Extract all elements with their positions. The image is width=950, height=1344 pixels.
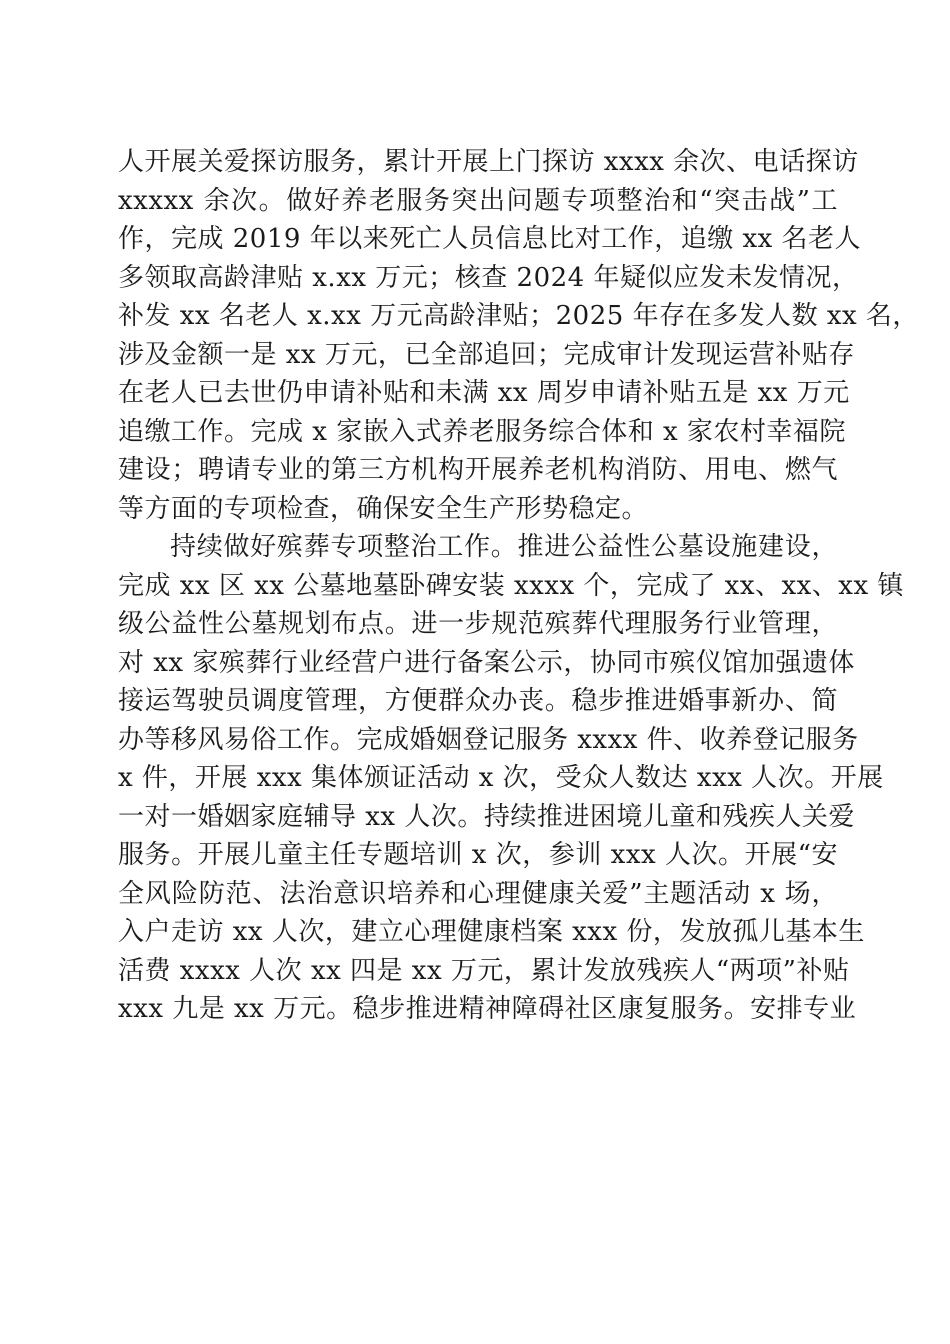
text-line: 接运驾驶员调度管理，方便群众办丧。稳步推进婚事新办、简: [118, 686, 838, 716]
text-line: 建设；聘请专业的第三方机构开展养老机构消防、用电、燃气: [118, 455, 838, 485]
text-line: 对 xx 家殡葬行业经营户进行备案公示，协同市殡仪馆加强遗体: [118, 647, 855, 678]
text-line: 办等移风易俗工作。完成婚姻登记服务 xxxx 件、收养登记服务: [118, 724, 859, 755]
text-line: 追缴工作。完成 x 家嵌入式养老服务综合体和 x 家农村幸福院: [118, 416, 846, 447]
text-line: 入户走访 xx 人次，建立心理健康档案 xxx 份，发放孤儿基本生: [118, 917, 865, 947]
text-line: 作，完成 2019 年以来死亡人员信息比对工作，追缴 xx 名老人: [118, 224, 862, 254]
text-line: 在老人已去世仍申请补贴和未满 xx 周岁申请补贴五是 xx 万元: [118, 378, 850, 408]
text-line: 完成 xx 区 xx 公墓地墓卧碑安装 xxxx 个，完成了 xx、xx、xx 镇: [118, 570, 904, 601]
text-line: x 件，开展 xxx 集体颁证活动 x 次，受众人数达 xxx 人次。开展: [118, 763, 884, 793]
text-line: 一对一婚姻家庭辅导 xx 人次。持续推进困境儿童和残疾人关爱: [118, 801, 855, 832]
document-body: [118, 143, 919, 1029]
paragraph-first-line: 持续做好殡葬专项整治工作。推进公益性公墓设施建设，: [170, 532, 838, 562]
text-line: 人开展关爱探访服务，累计开展上门探访 xxxx 余次、电话探访: [118, 147, 859, 177]
text-line: 全风险防范、法治意识培养和心理健康关爱”主题活动 x 场，: [118, 878, 838, 909]
text-line: 补发 xx 名老人 x.xx 万元高龄津贴；2025 年存在多发人数 xx 名，: [118, 301, 919, 331]
text-line: 服务。开展儿童主任专题培训 x 次，参训 xxx 人次。开展“安: [118, 840, 838, 870]
text-line: xxx 九是 xx 万元。稳步推进精神障碍社区康复服务。安排专业: [118, 994, 857, 1024]
text-line: 等方面的专项检查，确保安全生产形势稳定。: [118, 493, 649, 524]
text-line: 涉及金额一是 xx 万元，已全部追回；完成审计发现运营补贴存: [118, 339, 855, 370]
text-line: 活费 xxxx 人次 xx 四是 xx 万元，累计发放残疾人“两项”补贴: [118, 955, 850, 986]
text-line: 多领取高龄津贴 x.xx 万元；核查 2024 年疑似应发未发情况，: [118, 262, 859, 293]
text-line: xxxxx 余次。做好养老服务突出问题专项整治和“突击战”工: [118, 185, 838, 216]
text-line: 级公益性公墓规划布点。进一步规范殡葬代理服务行业管理，: [118, 609, 838, 639]
